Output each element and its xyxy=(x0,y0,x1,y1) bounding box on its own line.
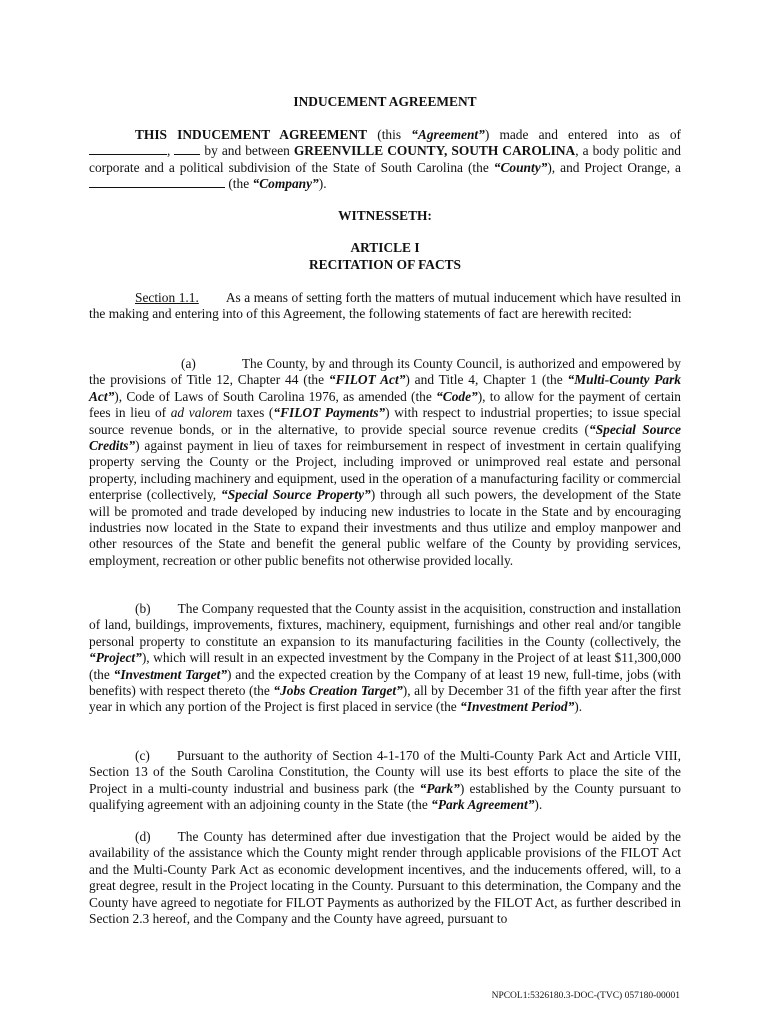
paragraph-a-label: (a) xyxy=(181,356,196,371)
date-blank xyxy=(89,143,167,155)
paragraph-a: (a) The County, by and through its County Council, is authorized and empowered by the provisions of Title 12, Chapter 44 (the “FILOT Act”) and Title 4, Chapter 1 (the “Multi-County Park Act”), Code of Laws of South Carolina 1976, as amended (the “Code”), to allow for the payment of certain fees in lieu of ad valorem taxes (“FILOT Payments”) with respect to industrial properties; to issue special source revenue bonds, or in the alternative, to provide special source revenue credits (“Special Source Credits”) against payment in lieu of taxes for reimbursement in respect of investment in certain qualifying property serving the County or the Project, including improved or unimproved real estate and personal property, including machinery and equipment, used in the operation of a manufacturing facility or commercial enterprise (collectively, “Special Source Property”) through all such powers, the development of the State will be promoted and trade developed by inducing new industries to locate in the State and by encouraging industries now located in the State to expand their investments and thus utilize and employ manpower and other resources of the State and benefit the general public welfare of the County by providing services, employment, recreation or other public benefits not otherwise provided locally. xyxy=(89,356,681,568)
section-1-1-label: Section 1.1. xyxy=(135,290,199,305)
county-term: “County” xyxy=(493,159,548,175)
paragraph-b: (b) The Company requested that the County assist in the acquisition, construction and installation of land, buildings, improvements, fixtures, machinery, equipment, furnishings and other real and/or tangible personal property to constitute an expansion to its manufacturing facilities in the County (collectively, the “Project”), which will result in an expected investment by the Company in the Project of at least $11,300,000 (the “Investment Target”) and the expected creation by the Company of at least 19 new, full-time, jobs (with benefits) with respect thereto (the “Jobs Creation Target”), all by December 31 of the fifth year after the first year in which any portion of the Project is first placed in service (the “Investment Period”). xyxy=(89,601,681,715)
paragraph-d: (d) The County has determined after due investigation that the Project would be aided by the availability of the assistance which the County might render through applicable provisions of the FILOT Act and the Multi-County Park Act as economic development incentives, and the inducements offered, will, to a great degree, result in the Project locating in the County. Pursuant to this determination, the Company and the County have agreed to negotiate for FILOT Payments as authorized by the FILOT Act, as further described in Section 2.3 hereof, and the Company and the County have agreed, pursuant to xyxy=(89,829,681,927)
article-number: ARTICLE I xyxy=(350,240,420,255)
section-1-1: Section 1.1. As a means of setting forth the matters of mutual inducement which have resulted in the making and entering into of this Agreement, the following statements of fact are herewith recited: xyxy=(89,290,681,322)
witnesseth-heading: WITNESSETH: xyxy=(338,208,432,223)
paragraph-b-label: (b) xyxy=(135,601,151,616)
company-term: “Company” xyxy=(252,176,319,192)
paragraph-d-label: (d) xyxy=(135,829,151,844)
year-blank xyxy=(174,143,200,155)
paragraph-c-label: (c) xyxy=(135,748,150,763)
document-title: INDUCEMENT AGREEMENT xyxy=(293,94,477,109)
county-name: GREENVILLE COUNTY, SOUTH CAROLINA xyxy=(293,143,576,159)
paragraph-c: (c) Pursuant to the authority of Section 4-1-170 of the Multi-County Park Act and Article VIII, Section 13 of the South Carolina Constitution, the County will use its best efforts to place the site of the Project in a multi-county industrial and business park (the “Park”) established by the County pursuant to qualifying agreement with an adjoining county in the State (the “Park Agreement”). xyxy=(89,748,681,813)
company-type-blank xyxy=(89,176,225,188)
article-title: RECITATION OF FACTS xyxy=(308,257,462,272)
agreement-term: “Agreement” xyxy=(411,127,485,142)
intro-lead: THIS INDUCEMENT AGREEMENT xyxy=(135,127,368,142)
document-footer-id: NPCOL1:5326180.3-DOC-(TVC) 057180-00001 xyxy=(491,991,680,1001)
intro-paragraph: THIS INDUCEMENT AGREEMENT (this “Agreement”) made and entered into as of , by and between GREENVILLE COUNTY, SOUTH CAROLINA, a body politic and corporate and a political subdivision of the State of South Carolina (the “County”), and Project Orange, a (the “Company”). xyxy=(89,127,681,192)
